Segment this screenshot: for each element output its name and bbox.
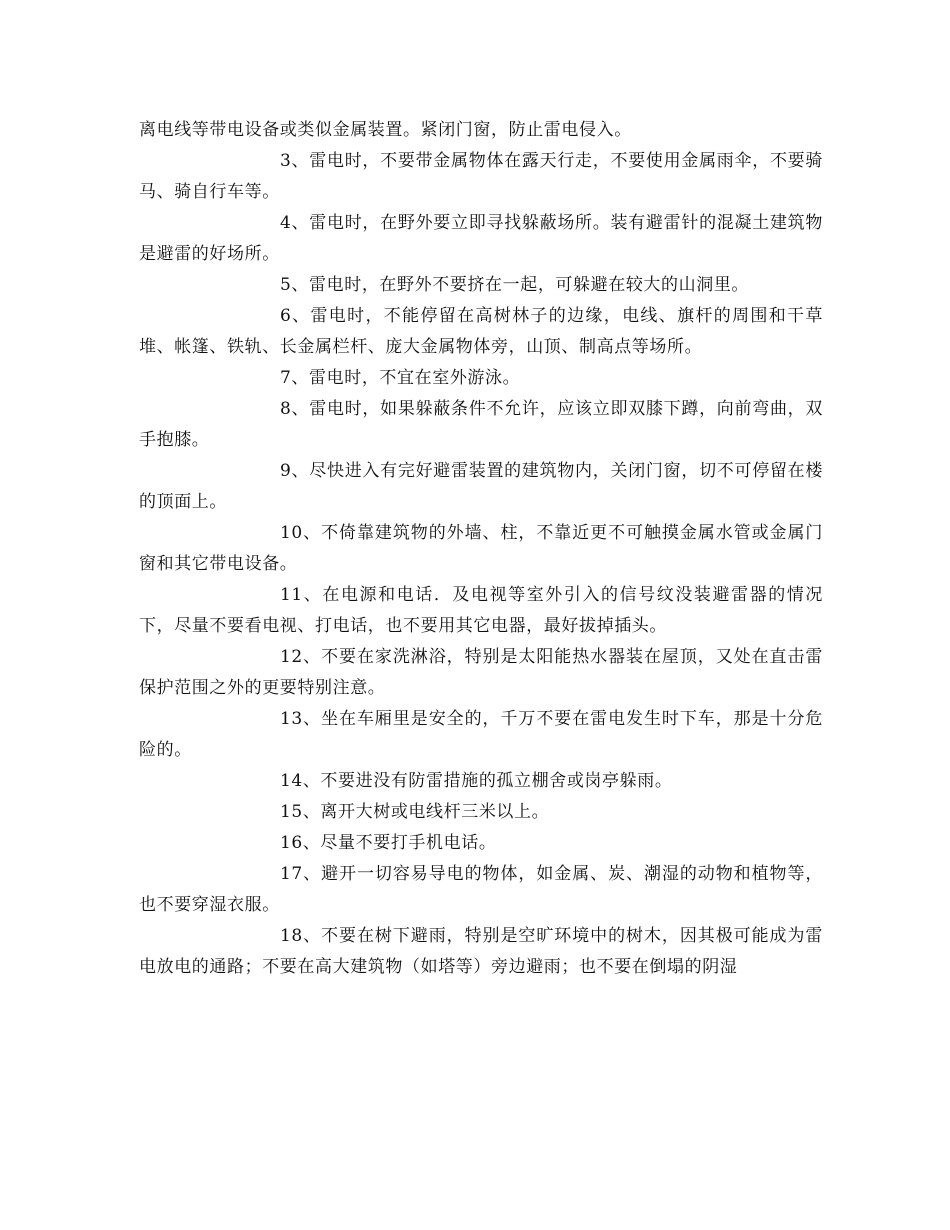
paragraph-item-11: 11、在电源和电话．及电视等室外引入的信号纹没装避雷器的情况下，尽量不要看电视、打电话，也不要用其它电器，最好拔掉插头。	[139, 585, 823, 636]
paragraph-item-5: 5、雷电时，在野外不要挤在一起，可躲避在较大的山洞里。	[280, 275, 750, 295]
paragraph-item-17: 17、避开一切容易导电的物体，如金属、炭、潮湿的动物和植物等，也不要穿湿衣服。	[139, 864, 823, 915]
paragraph-item-9: 9、尽快进入有完好避雷装置的建筑物内，关闭门窗，切不可停留在楼的顶面上。	[139, 461, 823, 512]
paragraph-continuation: 离电线等带电设备或类似金属装置。紧闭门窗，防止雷电侵入。	[139, 120, 632, 140]
paragraph-item-3: 3、雷电时，不要带金属物体在露天行走，不要使用金属雨伞，不要骑马、骑自行车等。	[139, 151, 823, 202]
paragraph-item-18: 18、不要在树下避雨，特别是空旷环境中的树木，因其极可能成为雷电放电的通路；不要在高大建筑物（如塔等）旁边避雨；也不要在倒塌的阴湿	[139, 926, 823, 977]
paragraph-item-6: 6、雷电时，不能停留在高树林子的边缘，电线、旗杆的周围和干草堆、帐篷、铁轨、长金属栏杆、庞大金属物体旁，山顶、制高点等场所。	[139, 306, 823, 357]
document-body	[139, 115, 823, 983]
paragraph-item-16: 16、尽量不要打手机电话。	[280, 833, 497, 853]
paragraph-item-13: 13、坐在车厢里是安全的，千万不要在雷电发生时下车，那是十分危险的。	[139, 709, 823, 760]
paragraph-item-10: 10、不倚靠建筑物的外墙、柱，不靠近更不可触摸金属水管或金属门窗和其它带电设备。	[139, 523, 823, 574]
paragraph-item-4: 4、雷电时，在野外要立即寻找躲蔽场所。装有避雷针的混凝土建筑物是避雷的好场所。	[139, 213, 823, 264]
paragraph-item-12: 12、不要在家洗淋浴，特别是太阳能热水器装在屋顶，又处在直击雷保护范围之外的更要特别注意。	[139, 647, 823, 698]
paragraph-item-8: 8、雷电时，如果躲蔽条件不允许，应该立即双膝下蹲，向前弯曲，双手抱膝。	[139, 399, 823, 450]
paragraph-item-14: 14、不要进没有防雷措施的孤立棚舍或岗亭躲雨。	[280, 771, 673, 791]
paragraph-item-7: 7、雷电时，不宜在室外游泳。	[280, 368, 521, 388]
paragraph-item-15: 15、离开大树或电线杆三米以上。	[280, 802, 550, 822]
